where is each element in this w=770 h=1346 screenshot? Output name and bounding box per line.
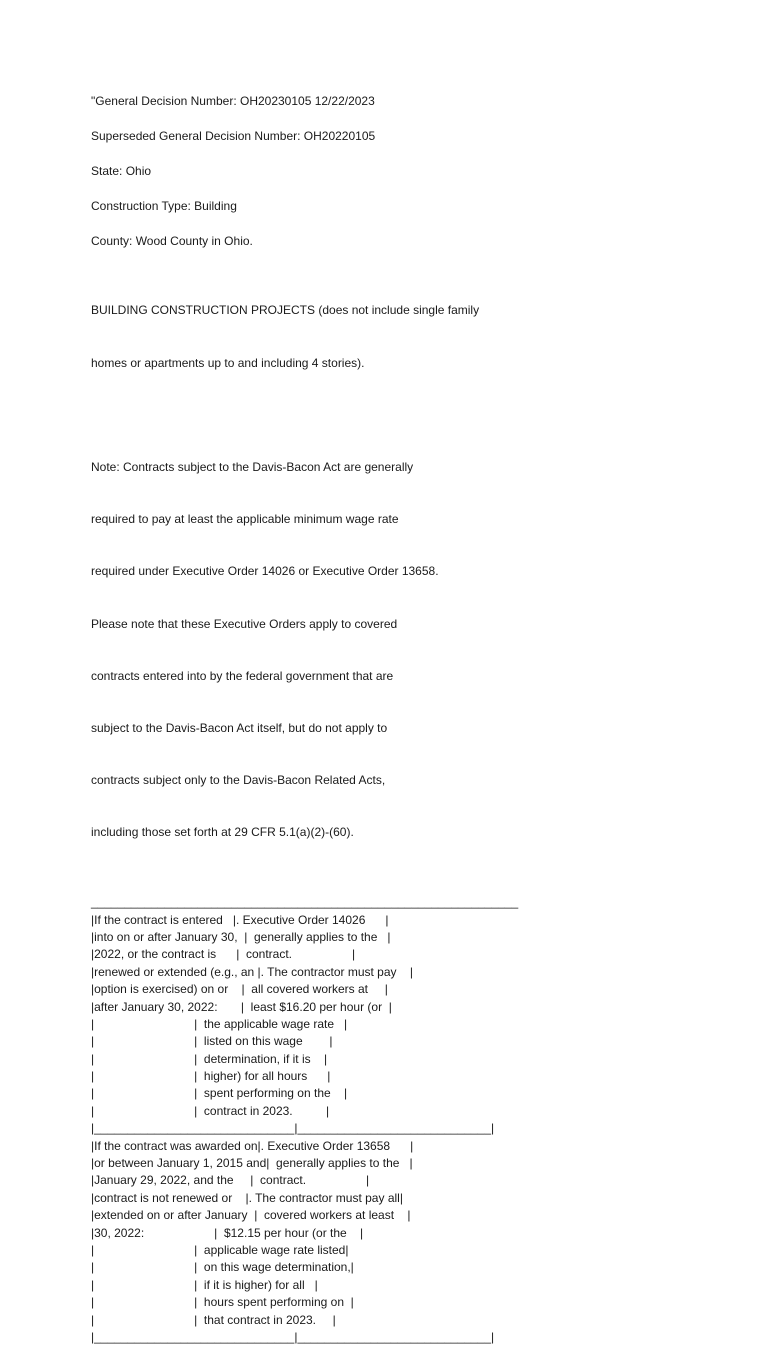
note-line: contracts subject only to the Davis-Bacon Related Acts,	[91, 773, 386, 788]
table-line: | | if it is higher) for all |	[91, 1277, 318, 1292]
table-line: |2022, or the contract is | contract. |	[91, 947, 356, 962]
note-line: contracts entered into by the federal government that are	[91, 668, 394, 683]
projects-line: homes or apartments up to and including 4 stories).	[91, 355, 365, 370]
table-line: | | higher) for all hours |	[91, 1069, 331, 1084]
table-line: | | the applicable wage rate |	[91, 1016, 348, 1031]
note-line: Note: Contracts subject to the Davis-Bacon Act are generally	[91, 460, 414, 475]
table-line: | | determination, if it is |	[91, 1051, 328, 1066]
table-line: | | contract in 2023. |	[91, 1103, 330, 1118]
table-line: |into on or after January 30, | generally applies to the |	[91, 929, 391, 944]
table-line: |______________________________|_____________________________|	[91, 1121, 495, 1136]
table-line: | | hours spent performing on |	[91, 1295, 354, 1310]
table-line: |January 29, 2022, and the | contract. |	[91, 1173, 370, 1188]
superseded-decision-line: Superseded General Decision Number: OH20220105	[91, 128, 376, 143]
table-line: | | spent performing on the |	[91, 1086, 348, 1101]
table-line: |extended on or after January | covered workers at least |	[91, 1208, 411, 1223]
table-line: |contract is not renewed or |. The contractor must pay all|	[91, 1190, 403, 1205]
table-line: |______________________________|_____________________________|	[91, 1329, 495, 1344]
table-line: | | on this wage determination,|	[91, 1260, 354, 1275]
note-line: required to pay at least the applicable minimum wage rate	[91, 512, 399, 527]
document-body	[91, 93, 751, 1346]
table-line: |If the contract is entered |. Executive Order 14026 |	[91, 912, 389, 927]
state-line: State: Ohio	[91, 163, 152, 178]
note-line: subject to the Davis-Bacon Act itself, but do not apply to	[91, 721, 388, 736]
table-line: |or between January 1, 2015 and| generally applies to the |	[91, 1156, 413, 1171]
county-line: County: Wood County in Ohio.	[91, 233, 253, 248]
note-paragraph	[91, 424, 751, 876]
table-line: |renewed or extended (e.g., an |. The contractor must pay |	[91, 964, 413, 979]
table-line: ________________________________________________________________	[91, 895, 519, 910]
table-line: |option is exercised) on or | all covered workers at |	[91, 982, 388, 997]
projects-paragraph	[91, 268, 751, 407]
note-line: required under Executive Order 14026 or Executive Order 13658.	[91, 564, 439, 579]
construction-type-line: Construction Type: Building	[91, 198, 237, 213]
executive-order-table	[91, 894, 751, 1346]
table-line: | | that contract in 2023. |	[91, 1312, 336, 1327]
table-line: |after January 30, 2022: | least $16.20 per hour (or |	[91, 999, 392, 1014]
note-line: Please note that these Executive Orders apply to covered	[91, 616, 398, 631]
table-line: | | applicable wage rate listed|	[91, 1243, 349, 1257]
decision-number-line: "General Decision Number: OH20230105 12/22/2023	[91, 94, 375, 108]
note-line: including those set forth at 29 CFR 5.1(a)(2)-(60).	[91, 825, 354, 840]
table-line: |30, 2022: | $12.15 per hour (or the |	[91, 1225, 364, 1240]
table-line: | | listed on this wage |	[91, 1034, 333, 1049]
table-line: |If the contract was awarded on|. Executive Order 13658 |	[91, 1138, 414, 1153]
projects-line: BUILDING CONSTRUCTION PROJECTS (does not include single family	[91, 303, 480, 318]
